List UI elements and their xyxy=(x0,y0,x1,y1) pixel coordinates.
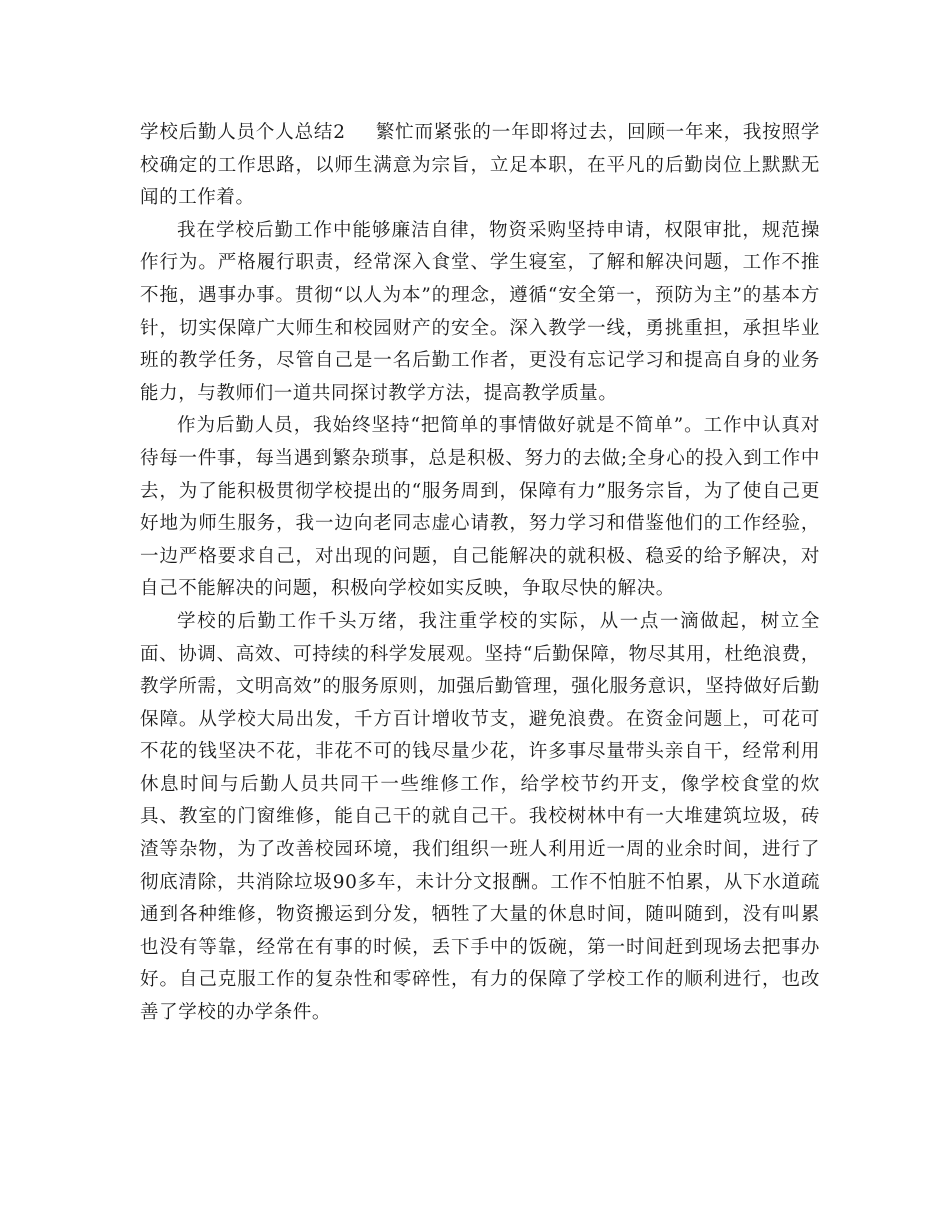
intro-text: 繁忙而紧张的一年即将过去，回顾一年来，我按照学校确定的工作思路，以师生满意为宗旨，立足本职，在平凡的后勤岗位上默默无闻的工作着。 xyxy=(140,122,820,209)
document-title: 学校后勤人员个人总结2 xyxy=(140,122,346,143)
document-body xyxy=(140,117,820,1030)
paragraph-2: 作为后勤人员，我始终坚持“把简单的事情做好就是不简单”。工作中认真对待每一件事，每当遇到繁杂琐事，总是积极、努力的去做;全身心的投入到工作中去，为了能积极贯彻学校提出的“服务周到，保障有力”服务宗旨，为了使自己更好地为师生服务，我一边向老同志虚心请教，努力学习和借鉴他们的工作经验，一边严格要求自己，对出现的问题，自己能解决的就积极、稳妥的给予解决，对自己不能解决的问题，积极向学校如实反映，争取尽快的解决。 xyxy=(140,415,820,600)
intro-paragraph xyxy=(140,117,820,215)
paragraph-3: 学校的后勤工作千头万绪，我注重学校的实际，从一点一滴做起，树立全面、协调、高效、可持续的科学发展观。坚持“后勤保障，物尽其用，杜绝浪费，教学所需，文明高效”的服务原则，加强后勤管理，强化服务意识，坚持做好后勤保障。从学校大局出发，千方百计增收节支，避免浪费。在资金问题上，可花可不花的钱坚决不花，非花不可的钱尽量少花，许多事尽量带头亲自干，经常利用休息时间与后勤人员共同干一些维修工作，给学校节约开支，像学校食堂的炊具、教室的门窗维修，能自己干的就自己干。我校树林中有一大堆建筑垃圾，砖渣等杂物，为了改善校园环境，我们组织一班人利用近一周的业余时间，进行了彻底清除，共消除垃圾90多车，未计分文报酬。工作不怕脏不怕累，从下水道疏通到各种维修，物资搬运到分发，牺牲了大量的休息时间，随叫随到，没有叫累也没有等靠，经常在有事的时候，丢下手中的饭碗，第一时间赶到现场去把事办好。自己克服工作的复杂性和零碎性，有力的保障了学校工作的顺利进行，也改善了学校的办学条件。 xyxy=(140,610,820,1024)
paragraph-1: 我在学校后勤工作中能够廉洁自律，物资采购坚持申请，权限审批，规范操作行为。严格履行职责，经常深入食堂、学生寝室，了解和解决问题，工作不推不拖，遇事办事。贯彻“以人为本”的理念，遵循“安全第一，预防为主”的基本方针，切实保障广大师生和校园财产的安全。深入教学一线，勇挑重担，承担毕业班的教学任务，尽管自己是一名后勤工作者，更没有忘记学习和提高自身的业务能力，与教师们一道共同探讨教学方法，提高教学质量。 xyxy=(140,219,820,404)
